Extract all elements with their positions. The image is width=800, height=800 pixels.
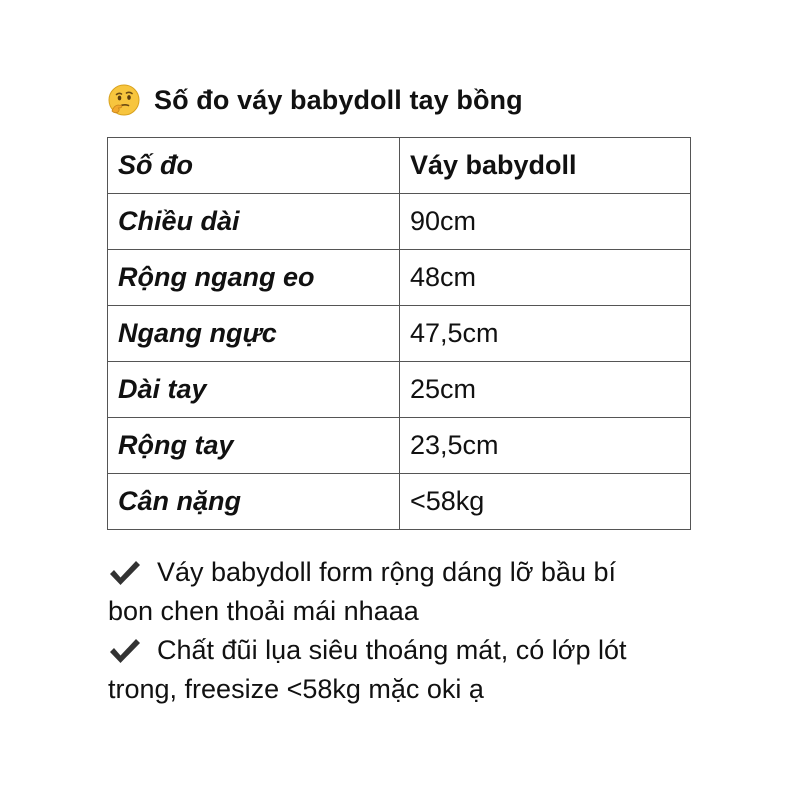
table-row: [108, 194, 691, 250]
measurement-table: [107, 137, 691, 530]
table-row: [108, 362, 691, 418]
row-value: 90cm: [400, 194, 691, 250]
table-row: [108, 418, 691, 474]
note-line: Váy babydoll form rộng dáng lỡ bầu bí: [157, 557, 616, 587]
row-value: 25cm: [400, 362, 691, 418]
check-mark-icon: [108, 559, 142, 587]
table-row: [108, 306, 691, 362]
row-label: Cân nặng: [108, 474, 400, 530]
title-row: [108, 82, 523, 118]
check-mark-icon: [108, 637, 142, 665]
row-label: Ngang ngực: [108, 306, 400, 362]
table-row: [108, 250, 691, 306]
row-value: 48cm: [400, 250, 691, 306]
column-header-product: Váy babydoll: [400, 138, 691, 194]
row-label: Dài tay: [108, 362, 400, 418]
page-title: Số đo váy babydoll tay bồng: [154, 84, 523, 115]
notes: [108, 553, 748, 709]
row-label: Rộng tay: [108, 418, 400, 474]
column-header-measure: Số đo: [108, 138, 400, 194]
row-label: Chiều dài: [108, 194, 400, 250]
row-label: Rộng ngang eo: [108, 250, 400, 306]
thinking-face-icon: [108, 84, 140, 116]
note-item: [108, 631, 748, 709]
note-item: [108, 553, 748, 631]
note-line: Chất đũi lụa siêu thoáng mát, có lớp lót: [157, 635, 627, 665]
note-line: bon chen thoải mái nhaaa: [108, 596, 419, 626]
note-line: trong, freesize <58kg mặc oki ạ: [108, 674, 484, 704]
row-value: <58kg: [400, 474, 691, 530]
row-value: 47,5cm: [400, 306, 691, 362]
row-value: 23,5cm: [400, 418, 691, 474]
table-row: [108, 474, 691, 530]
table-header-row: [108, 138, 691, 194]
